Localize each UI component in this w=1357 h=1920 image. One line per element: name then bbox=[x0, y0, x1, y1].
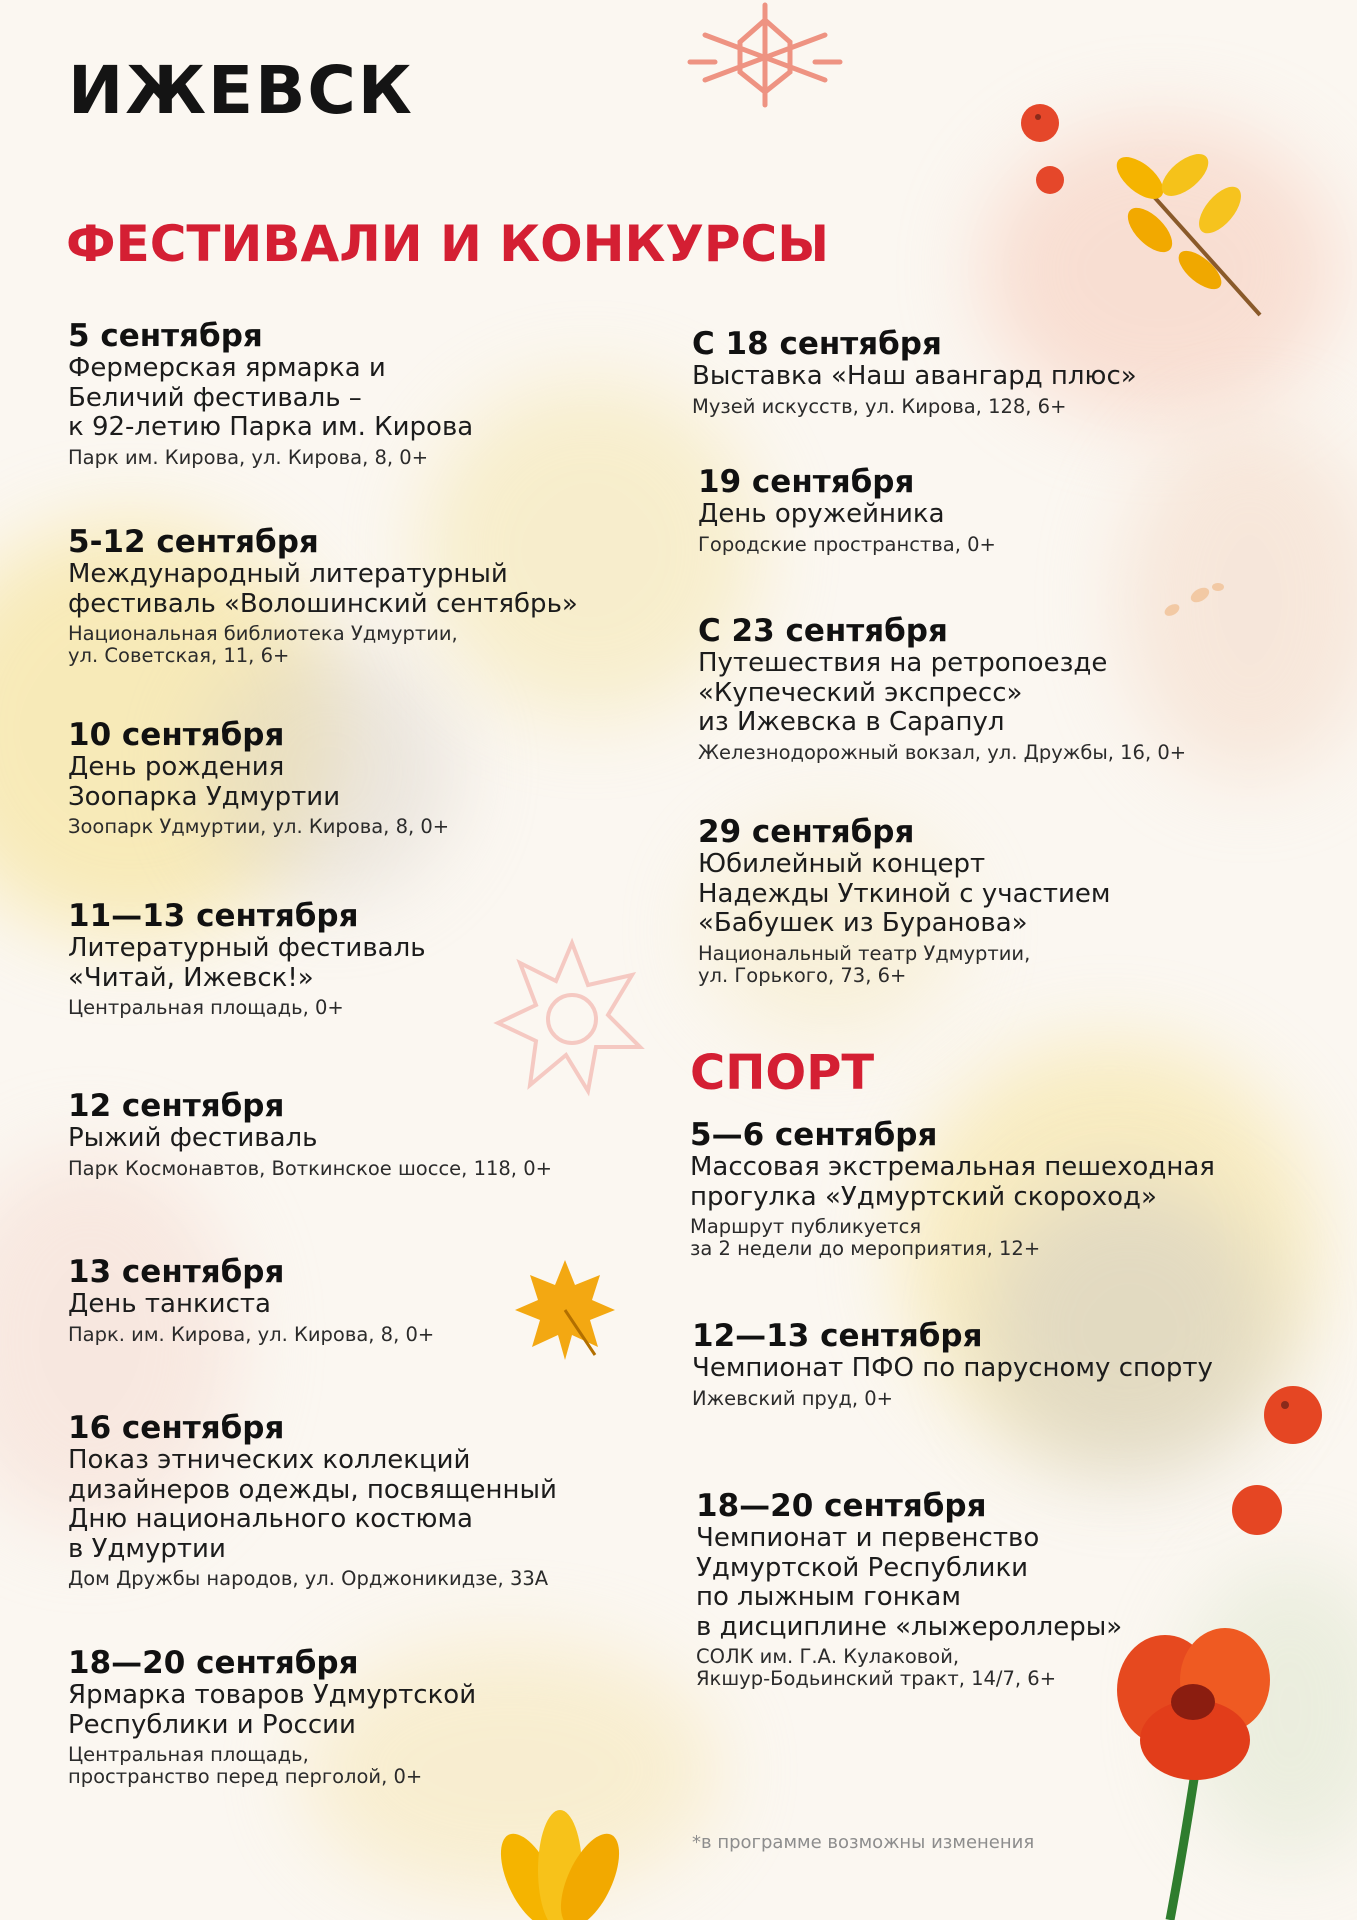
event-date: 19 сентября bbox=[698, 464, 915, 500]
event-festival bbox=[68, 1645, 476, 1788]
event-title: Показ этнических коллекций дизайнеров одежды, посвященный Дню национального костюма в Удмуртии bbox=[68, 1445, 557, 1564]
event-title: Ярмарка товаров Удмуртской Республики и России bbox=[68, 1680, 477, 1740]
event-festival bbox=[68, 1254, 434, 1346]
event-festival bbox=[68, 898, 426, 1019]
event-date: 13 сентября bbox=[68, 1254, 285, 1290]
event-festival bbox=[68, 717, 449, 838]
event-place: Музей искусств, ул. Кирова, 128, 6+ bbox=[692, 394, 1067, 418]
section-title-festivals: ФЕСТИВАЛИ И КОНКУРСЫ bbox=[66, 215, 830, 273]
event-title: Чемпионат и первенство Удмуртской Республики по лыжным гонкам в дисциплине «лыжероллеры» bbox=[696, 1523, 1123, 1642]
event-date: 29 сентября bbox=[698, 814, 915, 850]
event-date: 11—13 сентября bbox=[68, 898, 359, 934]
city-title: ИЖЕВСК bbox=[68, 52, 414, 129]
event-title: День танкиста bbox=[68, 1289, 271, 1319]
event-title: Чемпионат ПФО по парусному спорту bbox=[692, 1353, 1213, 1383]
event-date: 18—20 сентября bbox=[68, 1645, 359, 1681]
event-date: 10 сентября bbox=[68, 717, 285, 753]
event-place: СОЛК им. Г.А. Кулаковой, Якшур-Бодьинский тракт, 14/7, 6+ bbox=[696, 1645, 1057, 1690]
event-festival bbox=[68, 1410, 557, 1590]
section-title-sport: СПОРТ bbox=[690, 1045, 875, 1101]
event-festival bbox=[698, 814, 1111, 987]
event-sport bbox=[692, 1318, 1213, 1410]
event-date: С 23 сентября bbox=[698, 613, 948, 649]
event-title: Рыжий фестиваль bbox=[68, 1123, 318, 1153]
event-date: 5 сентября bbox=[68, 318, 263, 354]
event-place: Городские пространства, 0+ bbox=[698, 532, 996, 556]
event-festival bbox=[68, 318, 473, 469]
event-title: День рождения Зоопарка Удмуртии bbox=[68, 752, 341, 812]
event-date: 5-12 сентября bbox=[68, 524, 319, 560]
event-place: Парк. им. Кирова, ул. Кирова, 8, 0+ bbox=[68, 1322, 435, 1346]
event-place: Дом Дружбы народов, ул. Орджоникидзе, 33А bbox=[68, 1567, 549, 1590]
event-title: Юбилейный концерт Надежды Уткиной с участием «Бабушек из Буранова» bbox=[698, 849, 1111, 938]
event-place: Ижевский пруд, 0+ bbox=[692, 1386, 893, 1410]
event-title: Выставка «Наш авангард плюс» bbox=[692, 361, 1137, 391]
event-place: Железнодорожный вокзал, ул. Дружбы, 16, 0+ bbox=[698, 740, 1187, 764]
event-festival bbox=[68, 1088, 552, 1180]
event-title: Путешествия на ретропоезде «Купеческий экспресс» из Ижевска в Сарапул bbox=[698, 648, 1108, 737]
event-festival bbox=[698, 464, 996, 556]
event-sport bbox=[690, 1117, 1215, 1260]
event-date: 12 сентября bbox=[68, 1088, 285, 1124]
event-place: Центральная площадь, пространство перед перголой, 0+ bbox=[68, 1743, 423, 1788]
event-title: Массовая экстремальная пешеходная прогулка «Удмуртский скороход» bbox=[690, 1152, 1215, 1212]
event-title: День оружейника bbox=[698, 499, 945, 529]
event-title: Международный литературный фестиваль «Волошинский сентябрь» bbox=[68, 559, 578, 619]
event-place: Национальный театр Удмуртии, ул. Горького, 73, 6+ bbox=[698, 941, 1031, 987]
event-place: Центральная площадь, 0+ bbox=[68, 996, 344, 1019]
event-place: Зоопарк Удмуртии, ул. Кирова, 8, 0+ bbox=[68, 815, 450, 838]
event-festival bbox=[698, 613, 1186, 764]
event-festival bbox=[68, 524, 578, 667]
event-place: Парк Космонавтов, Воткинское шоссе, 118, 0+ bbox=[68, 1156, 552, 1180]
event-place: Национальная библиотека Удмуртии, ул. Советская, 11, 6+ bbox=[68, 622, 458, 667]
event-date: 12—13 сентября bbox=[692, 1318, 983, 1354]
event-title: Фермерская ярмарка и Беличий фестиваль – к 92-летию Парка им. Кирова bbox=[68, 353, 474, 442]
event-title: Литературный фестиваль «Читай, Ижевск!» bbox=[68, 933, 426, 993]
event-sport bbox=[696, 1488, 1122, 1690]
event-date: 16 сентября bbox=[68, 1410, 285, 1446]
footnote: *в программе возможны изменения bbox=[692, 1832, 1035, 1853]
event-place: Парк им. Кирова, ул. Кирова, 8, 0+ bbox=[68, 445, 429, 469]
event-festival bbox=[692, 326, 1137, 418]
event-date: 5—6 сентября bbox=[690, 1117, 938, 1153]
event-place: Маршрут публикуется за 2 недели до мероприятия, 12+ bbox=[690, 1215, 1041, 1260]
event-date: С 18 сентября bbox=[692, 326, 942, 362]
event-date: 18—20 сентября bbox=[696, 1488, 987, 1524]
